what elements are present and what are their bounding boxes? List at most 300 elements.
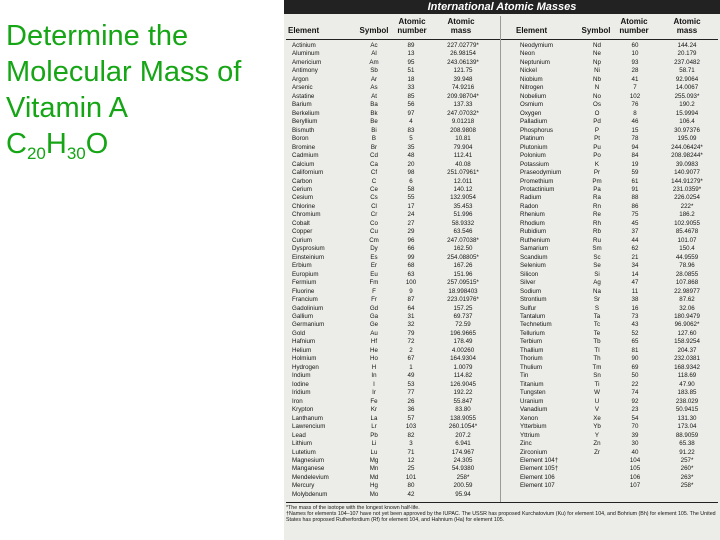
atomic-number: 78 (631, 135, 639, 143)
atomic-number: 71 (407, 448, 415, 456)
atomic-number: 39 (631, 431, 639, 439)
element-name: Magnesium (292, 456, 324, 464)
element-symbol: Ne (593, 50, 601, 58)
left-number-column (396, 42, 426, 499)
element-name: Element 104† (520, 456, 559, 464)
element-name: Chlorine (292, 202, 316, 210)
atomic-mass: 247.07038* (447, 236, 479, 244)
element-name: Fermium (292, 279, 317, 287)
atomic-number: 101 (405, 473, 417, 481)
element-symbol: Ag (593, 279, 601, 287)
element-symbol: Au (370, 329, 378, 337)
atomic-mass: 74.9216 (451, 84, 475, 92)
element-symbol: As (370, 84, 378, 92)
element-symbol: Ar (370, 75, 378, 83)
element-symbol: P (594, 126, 600, 134)
element-symbol: Ge (369, 321, 379, 329)
atomic-number: 81 (631, 346, 639, 354)
atomic-number: 41 (631, 75, 639, 83)
atomic-mass: 112.41 (453, 152, 473, 160)
element-name: Arsenic (292, 84, 313, 92)
element-name: Barium (292, 101, 312, 109)
element-symbol: Yb (593, 423, 601, 431)
element-name: Osmium (520, 101, 544, 109)
atomic-number: 48 (407, 152, 415, 160)
element-name: Calcium (292, 160, 315, 168)
atomic-number: 43 (631, 321, 639, 329)
atomic-mass: 257* (680, 456, 694, 464)
atomic-number: 91 (631, 185, 639, 193)
formula-subscript: 20 (26, 144, 46, 163)
atomic-number: 22 (631, 380, 639, 388)
atomic-number: 79 (407, 329, 415, 337)
header-element-left: Element (288, 26, 320, 35)
footer-rule (286, 502, 718, 503)
element-name: Platinum (520, 135, 545, 143)
atomic-number: 80 (407, 482, 415, 490)
atomic-number: 9 (409, 287, 413, 295)
atomic-number: 106 (629, 473, 641, 481)
element-name: Helium (292, 346, 312, 354)
element-symbol: Hf (370, 338, 378, 346)
atomic-mass: 258* (680, 482, 694, 490)
atomic-mass: 69.737 (453, 313, 473, 320)
atomic-mass: 65.38 (679, 440, 695, 448)
atomic-mass: 58.9332 (451, 219, 475, 227)
atomic-mass: 243.06139* (447, 58, 479, 66)
atomic-number: 89 (407, 42, 415, 49)
element-name: Nobelium (520, 92, 547, 100)
atomic-number: 98 (407, 169, 415, 177)
element-symbol: No (593, 92, 601, 100)
element-symbol: C (371, 177, 377, 185)
element-name: Hydrogen (292, 363, 319, 371)
question-line-1: Determine the (6, 20, 189, 52)
element-symbol: O (594, 109, 600, 117)
header-atomic-mass-left: Atomic mass (447, 17, 475, 35)
atomic-number: 96 (407, 236, 415, 244)
atomic-mass: 10.81 (455, 135, 471, 143)
atomic-number: 104 (629, 456, 641, 464)
element-name: Thulium (520, 363, 543, 371)
atomic-number: 61 (631, 177, 639, 185)
atomic-number: 94 (631, 143, 639, 151)
right-symbol-column (580, 42, 614, 491)
atomic-mass: 88.9059 (675, 431, 699, 439)
element-name: Protactinium (520, 185, 555, 193)
atomic-mass: 144.24 (677, 42, 697, 49)
element-name: Copper (292, 228, 313, 236)
element-name: Radon (520, 202, 539, 210)
atomic-number: 59 (631, 169, 639, 177)
atomic-mass: 92.9064 (675, 75, 699, 83)
element-symbol: Mn (369, 465, 379, 473)
element-symbol: Be (370, 118, 378, 126)
element-name: Gallium (292, 313, 313, 320)
atomic-mass: 51.996 (453, 211, 473, 219)
element-symbol: Md (369, 473, 379, 481)
element-name: Neon (520, 50, 535, 58)
atomic-mass: 102.9055 (674, 219, 700, 227)
element-name: Cerium (292, 185, 312, 193)
element-symbol: Re (593, 211, 601, 219)
element-symbol: Sb (370, 67, 378, 75)
atomic-number: 97 (407, 109, 415, 117)
atomic-mass: 50.9415 (675, 406, 699, 414)
atomic-number: 28 (631, 67, 639, 75)
element-symbol: Zr (594, 448, 600, 456)
element-symbol: Es (370, 253, 378, 261)
element-symbol: Gd (369, 304, 379, 312)
element-name: Iridium (292, 389, 311, 397)
element-symbol: Ca (370, 160, 378, 168)
element-symbol: Np (593, 58, 601, 66)
element-name: Lanthanum (292, 414, 323, 422)
atomic-number: 8 (633, 109, 637, 117)
atomic-mass: 204.37 (677, 346, 697, 354)
element-name: Rhenium (520, 211, 545, 219)
atomic-mass: 195.09 (677, 135, 697, 143)
atomic-mass: 140.9077 (674, 169, 700, 177)
atomic-number: 7 (633, 84, 637, 92)
atomic-mass: 30.97376 (674, 126, 700, 134)
element-name: Palladium (520, 118, 548, 126)
element-name: Zirconium (520, 448, 548, 456)
atomic-number: 69 (631, 363, 639, 371)
element-name: Rhodium (520, 219, 545, 227)
element-name: Mercury (292, 482, 315, 490)
element-name: Lead (292, 431, 306, 439)
atomic-number: 64 (407, 304, 415, 312)
element-symbol (580, 474, 614, 482)
atomic-number: 5 (409, 135, 413, 143)
element-name: Mendelevium (292, 473, 329, 481)
atomic-number: 56 (407, 101, 415, 109)
atomic-mass: 255.093* (674, 92, 700, 100)
atomic-mass: 54.9380 (451, 465, 475, 473)
footnotes (286, 505, 718, 524)
element-name: Germanium (292, 321, 325, 329)
atomic-number: 4 (409, 118, 413, 126)
element-name: Technetium (520, 321, 552, 329)
atomic-mass: 79.904 (453, 143, 473, 151)
element-symbol: F (372, 287, 376, 295)
element-symbol: Ce (370, 185, 378, 193)
atomic-number: 38 (631, 296, 639, 304)
element-symbol: Zn (593, 440, 601, 448)
atomic-mass: 18.998403 (448, 287, 478, 295)
element-symbol: Nb (593, 75, 601, 83)
atomic-number: 30 (631, 440, 639, 448)
element-symbol: B (371, 135, 377, 143)
atomic-mass: 178.49 (453, 338, 473, 346)
atomic-mass: 251.07961* (447, 169, 479, 177)
element-symbol: Ir (372, 389, 376, 397)
atomic-mass: 138.9055 (450, 414, 476, 422)
element-name: Gold (292, 329, 306, 337)
atomic-mass: 20.179 (677, 50, 697, 58)
atomic-mass: 78.96 (679, 262, 695, 270)
atomic-mass: 257.09515* (447, 279, 479, 287)
element-symbol: Cf (370, 169, 378, 177)
element-symbol: Pm (592, 177, 602, 185)
header-symbol-left: Symbol (359, 26, 389, 35)
element-symbol: Ac (370, 42, 378, 49)
right-element-column (520, 42, 580, 491)
element-symbol: Fe (370, 397, 378, 405)
atomic-mass: 83.80 (455, 406, 471, 414)
atomic-number: 3 (409, 440, 413, 448)
element-symbol: Nd (593, 42, 601, 49)
element-symbol: Ho (370, 355, 378, 363)
element-name: Molybdenum (292, 490, 328, 498)
element-symbol: Ti (594, 380, 600, 388)
atomic-mass: 254.08805* (447, 253, 479, 261)
atomic-number: 11 (631, 287, 639, 295)
element-name: Thorium (520, 355, 543, 363)
atomic-mass: 4.00260 (451, 346, 475, 354)
atomic-number: 21 (631, 253, 639, 261)
atomic-mass: 183.85 (677, 389, 697, 397)
atomic-number: 25 (407, 465, 415, 473)
element-name: Cobalt (292, 219, 310, 227)
element-symbol: N (594, 84, 600, 92)
element-symbol: Ru (593, 236, 601, 244)
element-name: Praseodymium (520, 169, 562, 177)
atomic-number: 88 (631, 194, 639, 202)
header-rule (286, 39, 718, 40)
element-name: Element 105† (520, 465, 559, 473)
element-name: Curium (292, 236, 312, 244)
atomic-mass: 1.0079 (453, 363, 473, 371)
element-symbol: Ni (594, 67, 600, 75)
atomic-number: 34 (631, 262, 639, 270)
element-name: Californium (292, 169, 324, 177)
atomic-mass: 137.33 (453, 101, 473, 109)
atomic-number: 16 (631, 304, 639, 312)
element-symbol: Mg (369, 456, 379, 464)
header-atomic-number-right: Atomic number (619, 17, 649, 35)
atomic-mass: 227.02779* (447, 42, 479, 49)
atomic-number: 100 (405, 279, 417, 287)
atomic-mass: 150.4 (679, 245, 695, 253)
element-name: Radium (520, 194, 542, 202)
atomic-mass: 140.12 (453, 185, 473, 193)
element-name: Element 107 (520, 482, 555, 490)
right-number-column (620, 42, 650, 491)
atomic-mass: 32.06 (679, 304, 695, 312)
element-name: Iodine (292, 380, 309, 388)
atomic-mass: 24.305 (453, 456, 473, 464)
element-symbol: Ra (593, 194, 601, 202)
atomic-mass: 260.1054* (448, 423, 478, 431)
element-name: Holmium (292, 355, 317, 363)
atomic-number: 57 (407, 414, 415, 422)
element-name: Francium (292, 296, 318, 304)
atomic-mass: 151.96 (453, 270, 473, 278)
atomic-number: 17 (407, 202, 415, 210)
atomic-number: 58 (407, 185, 415, 193)
atomic-mass: 190.2 (679, 101, 695, 109)
atomic-mass: 260* (680, 465, 694, 473)
element-symbol: Bi (371, 126, 377, 134)
footnote-names: †Names for elements 104–107 have not yet been approved by the IUPAC. The USSR has proposed Kurchatovium (Ku) for element 104, and Bohrium (Bh) for element 105. The United States has proposed Rutherfordium (Rf) for element 104, and Hahnium (Ha) for element 105. (286, 511, 716, 524)
atomic-mass: 223.01976* (447, 296, 479, 304)
atomic-mass: 9.01218 (451, 118, 475, 126)
element-symbol: Cd (370, 152, 378, 160)
element-symbol: Rb (593, 228, 601, 236)
element-symbol: Tm (592, 363, 602, 371)
element-symbol: Rh (593, 219, 601, 227)
element-name: Dysprosium (292, 245, 325, 253)
element-symbol: Tl (594, 346, 600, 354)
element-symbol: Pu (593, 143, 601, 151)
atomic-mass: 55.847 (453, 397, 473, 405)
atomic-number: 87 (407, 296, 415, 304)
element-name: Tellurium (520, 329, 545, 337)
atomic-mass: 263* (680, 473, 694, 481)
element-name: Cadmium (292, 152, 319, 160)
atomic-mass: 244.06424* (671, 143, 703, 151)
element-name: Promethium (520, 177, 554, 185)
atomic-mass: 87.62 (679, 296, 695, 304)
atomic-number: 44 (631, 236, 639, 244)
element-name: Polonium (520, 152, 546, 160)
element-name: Manganese (292, 465, 325, 473)
atomic-number: 99 (407, 253, 415, 261)
atomic-number: 12 (407, 456, 415, 464)
element-symbol: Xe (593, 414, 601, 422)
element-symbol: Lu (370, 448, 378, 456)
element-name: Thallium (520, 346, 544, 354)
atomic-number: 107 (629, 482, 641, 490)
element-name: Neodymium (520, 42, 554, 49)
atomic-mass: 101.07 (677, 236, 697, 244)
atomic-number: 40 (631, 448, 639, 456)
atomic-number: 85 (407, 92, 415, 100)
atomic-number: 50 (631, 372, 639, 380)
atomic-mass: 238.029 (675, 397, 699, 405)
atomic-mass: 208.98244* (671, 152, 703, 160)
element-symbol: Br (370, 143, 378, 151)
element-name: Gadolinium (292, 304, 324, 312)
atomic-mass: 173.04 (677, 423, 697, 431)
atomic-mass: 192.22 (453, 389, 473, 397)
atomic-number: 27 (407, 219, 415, 227)
atomic-mass: 258* (456, 473, 470, 481)
atomic-mass: 222* (680, 202, 694, 210)
atomic-mass: 58.71 (679, 67, 695, 75)
element-symbol: Os (593, 101, 601, 109)
element-name: Titanium (520, 380, 544, 388)
element-name: Indium (292, 372, 311, 380)
atomic-mass: 167.26 (453, 262, 473, 270)
atomic-mass: 107.868 (675, 279, 699, 287)
atomic-number: 18 (407, 75, 415, 83)
atomic-number: 60 (631, 42, 639, 49)
atomic-number: 47 (631, 279, 639, 287)
atomic-mass: 15.9994 (675, 109, 699, 117)
element-symbol: Cr (370, 211, 378, 219)
column-divider (500, 16, 501, 502)
element-name: Fluorine (292, 287, 315, 295)
atomic-mass: 158.9254 (674, 338, 700, 346)
element-name: Vanadium (520, 406, 548, 414)
atomic-mass: 237.0482 (674, 58, 700, 66)
atomic-mass: 95.94 (455, 490, 471, 498)
element-symbol: La (370, 414, 378, 422)
element-symbol: Kr (370, 406, 378, 414)
element-name: Lutetium (292, 448, 316, 456)
atomic-number: 102 (629, 92, 641, 100)
atomic-mass: 121.75 (453, 67, 473, 75)
atomic-masses-table (284, 0, 720, 540)
element-symbol: Th (593, 355, 601, 363)
chemical-formula (6, 126, 286, 162)
header-atomic-mass-right: Atomic mass (673, 17, 701, 35)
atomic-number: 103 (405, 423, 417, 431)
element-name: Ytterbium (520, 423, 547, 431)
atomic-mass: 12.011 (453, 177, 473, 185)
atomic-number: 26 (407, 397, 415, 405)
formula-symbol: O (85, 128, 109, 160)
atomic-number: 53 (407, 380, 415, 388)
element-name: Bromine (292, 143, 316, 151)
atomic-number: 20 (407, 160, 415, 168)
left-element-column (292, 42, 354, 499)
element-symbol: Tc (593, 321, 601, 329)
element-name: Rubidium (520, 228, 547, 236)
element-name: Lithium (292, 440, 312, 448)
element-symbol: Sc (593, 253, 601, 261)
element-symbol: Fr (371, 296, 377, 304)
element-name: Actinium (292, 42, 316, 49)
element-symbol: Hg (370, 482, 378, 490)
footnote-half-life: *The mass of the isotope with the longest known half-life. (286, 505, 420, 511)
element-symbol: H (371, 363, 377, 371)
element-symbol: Fm (369, 279, 379, 287)
element-symbol: Er (370, 262, 378, 270)
atomic-number: 35 (407, 143, 415, 151)
left-mass-column (434, 42, 492, 499)
atomic-mass: 118.69 (677, 372, 697, 380)
atomic-number: 67 (407, 355, 415, 363)
element-symbol: Eu (370, 270, 378, 278)
element-name: Scandium (520, 253, 548, 261)
atomic-mass: 127.60 (677, 329, 697, 337)
atomic-mass: 39.0983 (675, 160, 699, 168)
element-name: Argon (292, 75, 309, 83)
atomic-number: 86 (631, 202, 639, 210)
atomic-number: 1 (409, 363, 413, 371)
element-name: Sodium (520, 287, 541, 295)
formula-subscript: 30 (66, 144, 86, 163)
element-symbol: U (594, 397, 600, 405)
question-text (6, 18, 286, 162)
element-name: Beryllium (292, 118, 318, 126)
atomic-number: 105 (629, 465, 641, 473)
element-name: Carbon (292, 177, 313, 185)
element-symbol: Co (370, 219, 378, 227)
atomic-number: 13 (407, 50, 415, 58)
atomic-mass: 39.948 (453, 75, 473, 83)
atomic-mass: 174.967 (451, 448, 475, 456)
atomic-mass: 232.0381 (674, 355, 700, 363)
question-line-2: Molecular Mass of (6, 56, 242, 88)
atomic-mass: 91.22 (679, 448, 695, 456)
atomic-number: 76 (631, 101, 639, 109)
atomic-number: 70 (631, 423, 639, 431)
